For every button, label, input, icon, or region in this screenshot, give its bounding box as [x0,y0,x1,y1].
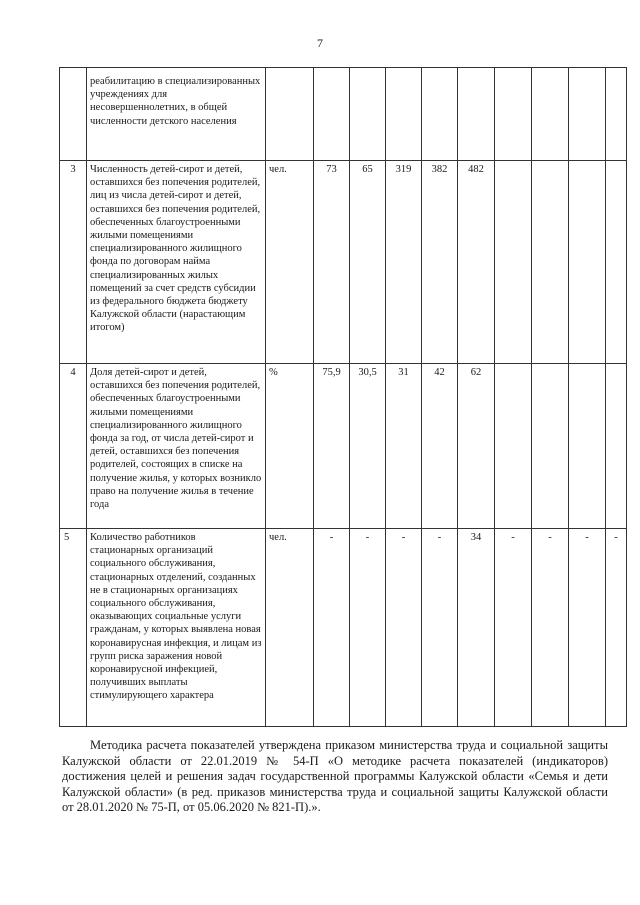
value-cell: 31 [386,364,422,529]
unit-cell: чел. [266,529,314,727]
value-cell: 319 [386,161,422,364]
value-cell: 65 [350,161,386,364]
value-cell [495,364,532,529]
row-number [60,68,87,161]
value-cell: - [606,529,627,727]
indicator-name: Численность детей-сирот и детей, оставшихся без попечения родителей, лиц из числа детей-сирот и детей, оставшихся без попечения родителей, обеспеченных благоустроенными жилыми помещениями специализированного жилищного фонда по договорам найма специализированных жилых помещений за счет средств субсидии из федерального бюджета бюджету Калужской области (нарастающим итогом) [87,161,266,364]
value-cell: - [350,529,386,727]
value-cell [458,68,495,161]
value-cell: 62 [458,364,495,529]
unit-cell: % [266,364,314,529]
row-number: 3 [60,161,87,364]
indicators-table [59,67,627,727]
value-cell: 482 [458,161,495,364]
value-cell: 34 [458,529,495,727]
value-cell [386,68,422,161]
value-cell [606,364,627,529]
indicator-name: реабилитацию в специализированных учреждениях для несовершеннолетних, в общей численности детского населения [87,68,266,161]
value-cell [569,68,606,161]
unit-cell [266,68,314,161]
value-cell: - [386,529,422,727]
value-cell [606,161,627,364]
table-body [60,68,627,727]
value-cell: 382 [422,161,458,364]
indicator-name: Количество работников стационарных организаций социального обслуживания, стационарных отделений, созданных не в стационарных организациях социального обслуживания, оказывающих социальные услуги гражданам, у которых выявлена новая коронавирусная инфекция, и лицам из групп риска заражения новой коронавирусной инфекцией, получивших выплаты стимулирующего характера [87,529,266,727]
value-cell [532,68,569,161]
row-number: 5 [60,529,87,727]
value-cell [314,68,350,161]
value-cell: - [422,529,458,727]
value-cell [532,364,569,529]
value-cell: - [495,529,532,727]
value-cell: - [569,529,606,727]
value-cell [422,68,458,161]
value-cell [569,161,606,364]
table-row [60,364,627,529]
value-cell: 30,5 [350,364,386,529]
value-cell [569,364,606,529]
value-cell [606,68,627,161]
table-row [60,161,627,364]
table-row-continuation [60,68,627,161]
methodology-note-text: Методика расчета показателей утверждена приказом министерства труда и социальной защиты Калужской области от 22.01.2019 № 54-П «О методике расчета показателей (индикаторов) достижения целей и решения задач государственной программы Калужской области «Семья и дети Калужской области» (в ред. приказов министерства труда и социальной защиты Калужской области от 28.01.2020 № 75-П, от 05.06.2020 № 821-П).». [62,738,608,815]
value-cell: 75,9 [314,364,350,529]
value-cell: - [532,529,569,727]
value-cell: 42 [422,364,458,529]
methodology-note [62,738,608,816]
value-cell [495,161,532,364]
row-number: 4 [60,364,87,529]
indicator-name: Доля детей-сирот и детей, оставшихся без попечения родителей, обеспеченных благоустроенными жилыми помещениями специализированного жилищного фонда за год, от числа детей-сирот и детей, оставшихся без попечения родителей, состоящих в списке на получение жилья, у которых возникло право на получение жилья в течение года [87,364,266,529]
value-cell [532,161,569,364]
unit-cell: чел. [266,161,314,364]
value-cell [495,68,532,161]
value-cell: - [314,529,350,727]
value-cell: 73 [314,161,350,364]
page-number: 7 [317,36,323,50]
value-cell [350,68,386,161]
table-row [60,529,627,727]
